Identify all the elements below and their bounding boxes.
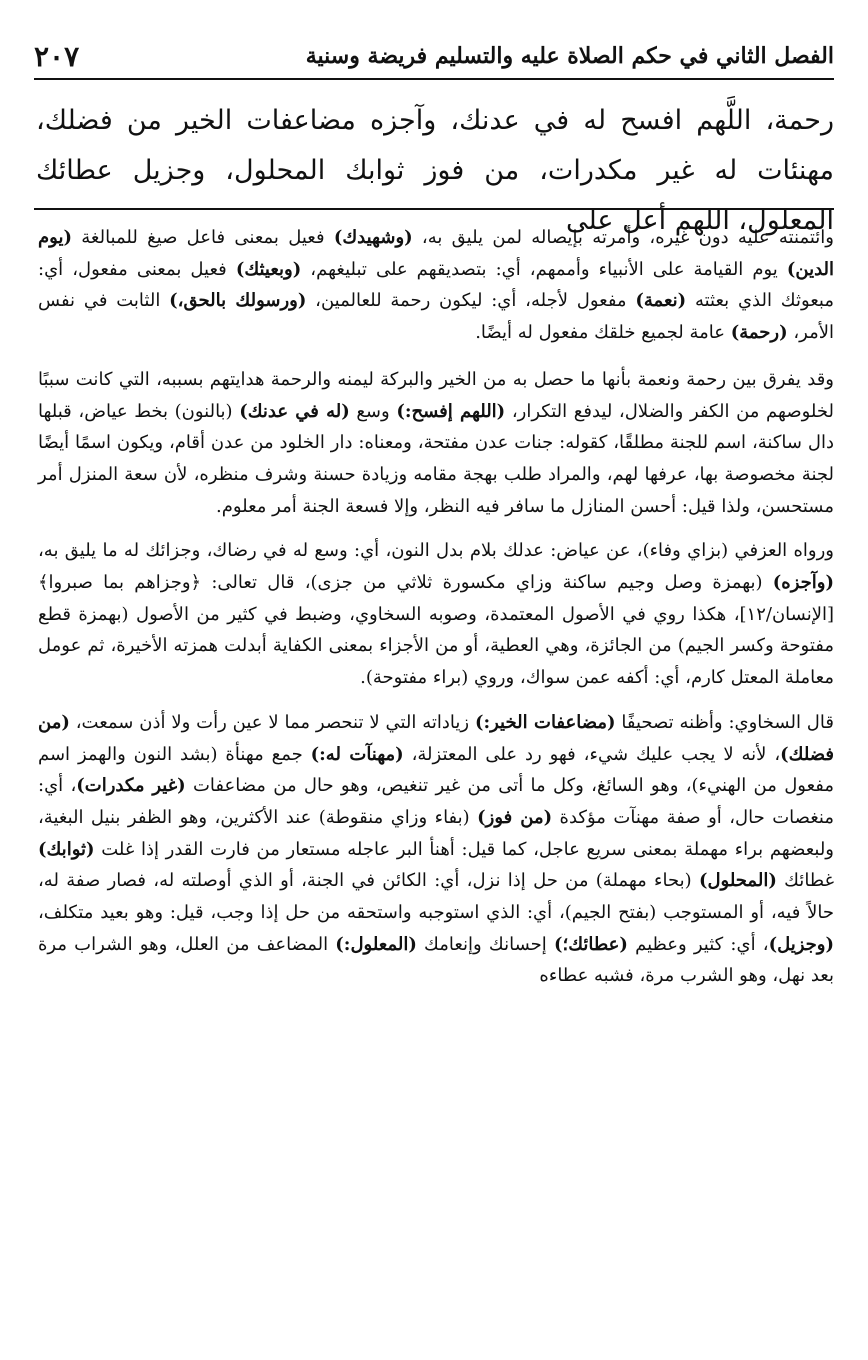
bold-term: (من فوز) bbox=[477, 806, 553, 828]
bold-term: (رحمة) bbox=[730, 322, 788, 344]
page-number: ٢٠٧ bbox=[34, 39, 80, 73]
bold-term: (نعمة) bbox=[635, 290, 687, 312]
text-run: زياداته التي لا تنحصر مما لا عين رأت ولا أذن سمعت، bbox=[69, 711, 475, 733]
text-run: إحسانك وإنعامك bbox=[416, 933, 554, 955]
text-run: (بهمزة وصل وجيم ساكنة وزاي مكسورة ثلاثي من جزى)، قال تعالى: ﴿وجزاهم بما صبروا﴾ [الإنسان/١٢]، هكذا روي في الأصول المعتمدة، وصوبه السخاوي، وضبط في كثير من الأصول (بهمزة قطع مفتوحة وكسر الجيم) من الجائزة، وهي العطية، أو من الأجزاء بمعنى الكفاية أبدلت همزته الأخيرة، ثم عومل معاملة المعتل كارم، أي: أكفه عمن سواك، وروي (براء مفتوحة). bbox=[38, 572, 834, 689]
bold-term: (غير مكدرات) bbox=[76, 775, 186, 797]
text-run: وسع bbox=[349, 400, 397, 422]
text-run: ، لأنه لا يجب عليك شيء، فهو رد على المعتزلة، bbox=[403, 743, 781, 765]
bold-term: (وآجزه) bbox=[772, 572, 834, 594]
bold-term: (المحلول) bbox=[698, 870, 777, 892]
text-run: يوم القيامة على الأنبياء وأممهم، أي: بتصديقهم على تبليغهم، bbox=[301, 258, 787, 280]
commentary-paragraph-2 bbox=[38, 364, 834, 523]
commentary-paragraph-4 bbox=[38, 707, 834, 992]
chapter-title: الفصل الثاني في حكم الصلاة عليه والتسليم فريضة وسنية bbox=[305, 43, 834, 69]
bold-term: (مهنآت له:) bbox=[310, 743, 404, 765]
bold-term: (اللهم إفسح:) bbox=[396, 400, 506, 422]
text-run: ، أي: منغصات حال، أو صفة مهنآت مؤكدة bbox=[38, 775, 834, 828]
text-run: (بالنون) بخط عياض، قبلها دال ساكنة، اسم للجنة مطلقًا، كقوله: جنات عدن مفتحة، ومعناه: دار الخلود من عدن أقام، ويكون اسمًا أيضًا لجنة مخصوصة بها، عرفها لهم، والمراد طلب بهجة مقامه وزيادة حسنة وشرف منظره، لأن سعة المنزل أمر مستحسن، ولذا قيل: أحسن المنازل ما سافر فيه النظر، وإلا فسعة الجنة أمر معلوم. bbox=[38, 400, 834, 517]
text-run: فعيل بمعنى مفعول، أي: مبعوثك الذي بعثته bbox=[38, 258, 835, 312]
bold-term: (ثوابك) bbox=[38, 838, 95, 860]
commentary bbox=[38, 222, 834, 992]
text-run: عامة لجميع خلقك مفعول له أيضًا. bbox=[475, 322, 731, 344]
bold-term: (وشهيدك) bbox=[333, 227, 413, 248]
text-run: المضاعف من العلل، وهو الشراب مرة بعد نهل، وهو الشرب مرة، فشبه عطاءه bbox=[38, 933, 834, 987]
text-run: ورواه العزفي (بزاي وفاء)، عن عياض: عدلك بلام بدل النون، أي: وسع له في رضاك، وجزائك له ما يليق به، bbox=[38, 540, 834, 562]
text-run: فعيل بمعنى فاعل صيغ للمبالغة bbox=[71, 227, 334, 248]
text-run: (بحاء مهملة) من حل إذا نزل، أي: الكائن في الجنة، أو الذي أوصلته له، فصار صفة له، حالاً فيه، أو المستوجب (بفتح الجيم)، أي: الذي استوجبه واستحقه من حل إذا وجب، قيل: وهو بعيد متكلف، bbox=[38, 870, 834, 924]
divider-rule bbox=[34, 208, 834, 210]
text-run: وائتمنته عليه دون غيره، وأمرته بإيصاله لمن يليق به، bbox=[412, 227, 834, 248]
commentary-paragraph-1 bbox=[38, 222, 834, 349]
text-run: غطائك bbox=[776, 870, 834, 892]
bold-term: (يوم الدين) bbox=[38, 227, 835, 280]
text-run: ، أي: كثير وعظيم bbox=[627, 933, 769, 955]
text-run: مفعول لأجله، أي: ليكون رحمة للعالمين، bbox=[306, 290, 636, 312]
page-header bbox=[34, 34, 834, 80]
text-run: الثابت في نفس الأمر، bbox=[38, 290, 834, 344]
text-run: وقد يفرق بين رحمة ونعمة بأنها ما حصل به من الخير والبركة ليمنه والرحمة هدايتهم بسببه، التي كانت سببًا لخلوصهم من الكفر والضلال، ليدفع التكرار، bbox=[38, 368, 834, 422]
bold-term: (المعلول:) bbox=[335, 933, 417, 955]
text-run: جمع مهنأة (بشد النون والهمز اسم مفعول من الهنيء)، وهو السائغ، وكل ما أتى من غير تنغيص، وهو حال من مضاعفات bbox=[38, 743, 835, 797]
bold-term: (وبعيثك) bbox=[235, 258, 302, 280]
bold-term: (عطائك؛) bbox=[553, 933, 628, 955]
text-run: قال السخاوي: وأظنه تصحيفًا bbox=[615, 711, 834, 733]
bold-term: (من فضلك) bbox=[38, 711, 834, 765]
commentary-paragraph-3 bbox=[38, 535, 834, 694]
text-run: (بفاء وزاي منقوطة) عند الأكثرين، وهو الظفر بنيل البغية، ولبعضهم براء مهملة بمعنى سريع عاجل، كما قيل: أهنأ البر عاجله مستعار من فارت القدر إذا غلت bbox=[38, 806, 834, 860]
bold-term: (له في عدنك) bbox=[239, 400, 350, 422]
main-text-paragraph: رحمة، اللَّهم افسح له في عدنك، وآجزه مضاعفات الخير من فضلك، مهنئات له غير مكدرات، من فوز ثوابك المحلول، وجزيل عطائك المعلول، اللهم أعل على bbox=[36, 105, 834, 236]
bold-term: (ورسولك بالحق،) bbox=[169, 290, 307, 312]
bold-term: (مضاعفات الخير:) bbox=[474, 711, 616, 733]
bold-term: (وجزيل) bbox=[768, 933, 835, 955]
